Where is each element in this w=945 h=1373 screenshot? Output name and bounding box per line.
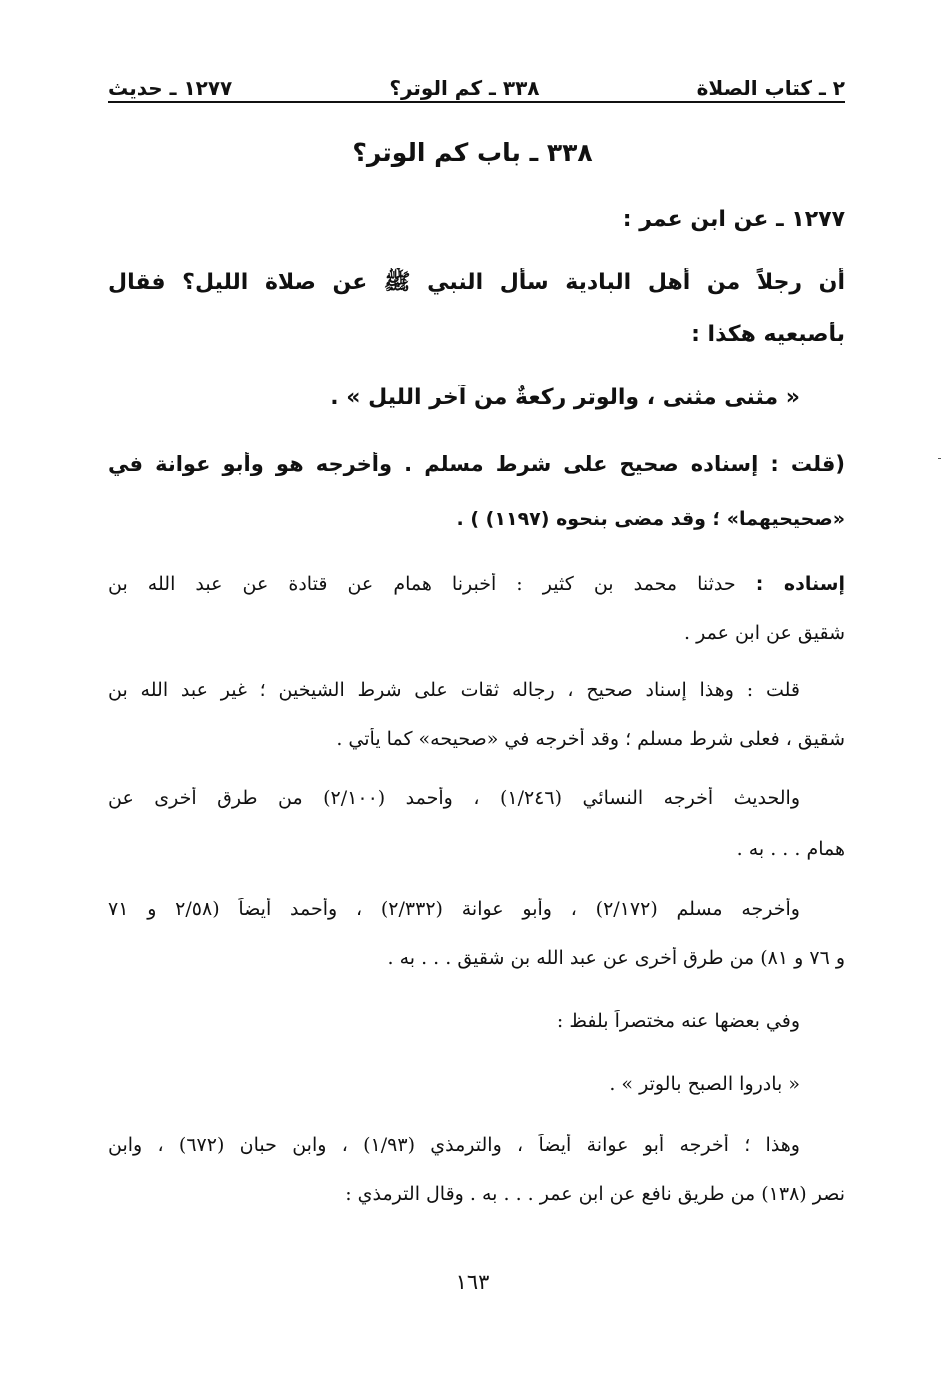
- grading-note-line-2: «صحيحيهما» ؛ وقد مضى بنحوه (١١٩٧) ) .: [456, 508, 845, 530]
- margin-mark: [938, 458, 941, 459]
- isnad-label: إسناده :: [755, 573, 845, 595]
- takhrij-line-1: والحديث أخرجه النسائي (١/٢٤٦) ، وأحمد (٢/١٠٠) من طرق أخرى عن: [108, 787, 800, 809]
- header-divider: [108, 101, 845, 103]
- page-number: ١٦٣: [455, 1270, 490, 1294]
- running-header: [108, 66, 845, 100]
- header-chapter-title: ٣٣٨ ـ كم الوتر؟: [389, 76, 540, 100]
- variant-quote: « بادروا الصبح بالوتر » .: [609, 1073, 800, 1095]
- further-takhrij-line-1: وهذا ؛ أخرجه أبو عوانة أيضاً ، والترمذي (١/٩٣) ، وابن حبان (٦٧٢) ، وابن: [108, 1134, 800, 1156]
- chapter-title: ٣٣٨ ـ باب كم الوتر؟: [352, 138, 593, 167]
- isnad-line-2: شقيق عن ابن عمر .: [684, 622, 845, 644]
- matn-line-2: بأصبعيه هكذا :: [691, 322, 845, 347]
- isnad-line-1: [108, 573, 845, 595]
- grading-note-line-1: (قلت : إسناده صحيح على شرط مسلم . وأخرجه هو وأبو عوانة في: [108, 452, 845, 476]
- muslim-takhrij-line-1: وأخرجه مسلم (٢/١٧٢) ، وأبو عوانة (٢/٣٣٢) ، وأحمد أيضاً (٢/٥٨ و ٧١: [108, 898, 800, 920]
- commentary-line-2: شقيق ، فعلى شرط مسلم ؛ وقد أخرجه في «صحيحه» كما يأتي .: [336, 728, 845, 750]
- further-takhrij-line-2: نصر (١٣٨) من طريق نافع عن ابن عمر . . . به . وقال الترمذي :: [345, 1183, 845, 1205]
- hadith-number: ١٢٧٧ ـ عن ابن عمر :: [622, 207, 845, 232]
- matn-line-1: أن رجلاً من أهل البادية سأل النبي ﷺ عن صلاة الليل؟ فقال: [108, 270, 845, 295]
- isnad-text: حدثنا محمد بن كثير : أخبرنا همام عن قتادة عن عبد الله بن: [108, 573, 736, 595]
- takhrij-line-2: همام . . . به .: [736, 838, 845, 860]
- commentary-line-1: قلت : وهذا إسناد صحيح ، رجاله ثقات على شرط الشيخين ؛ غير عبد الله بن: [108, 679, 800, 701]
- header-book-title: ٢ ـ كتاب الصلاة: [696, 76, 845, 100]
- variant-intro: وفي بعضها عنه مختصراً بلفظ :: [556, 1010, 800, 1032]
- muslim-takhrij-line-2: و ٧٦ و ٨١) من طرق أخرى عن عبد الله بن شقيق . . . به .: [387, 947, 845, 969]
- hadith-quote: « مثنى مثنى ، والوتر ركعةٌ من آخر الليل » .: [330, 385, 800, 410]
- header-hadith-number: ١٢٧٧ ـ حديث: [108, 76, 233, 100]
